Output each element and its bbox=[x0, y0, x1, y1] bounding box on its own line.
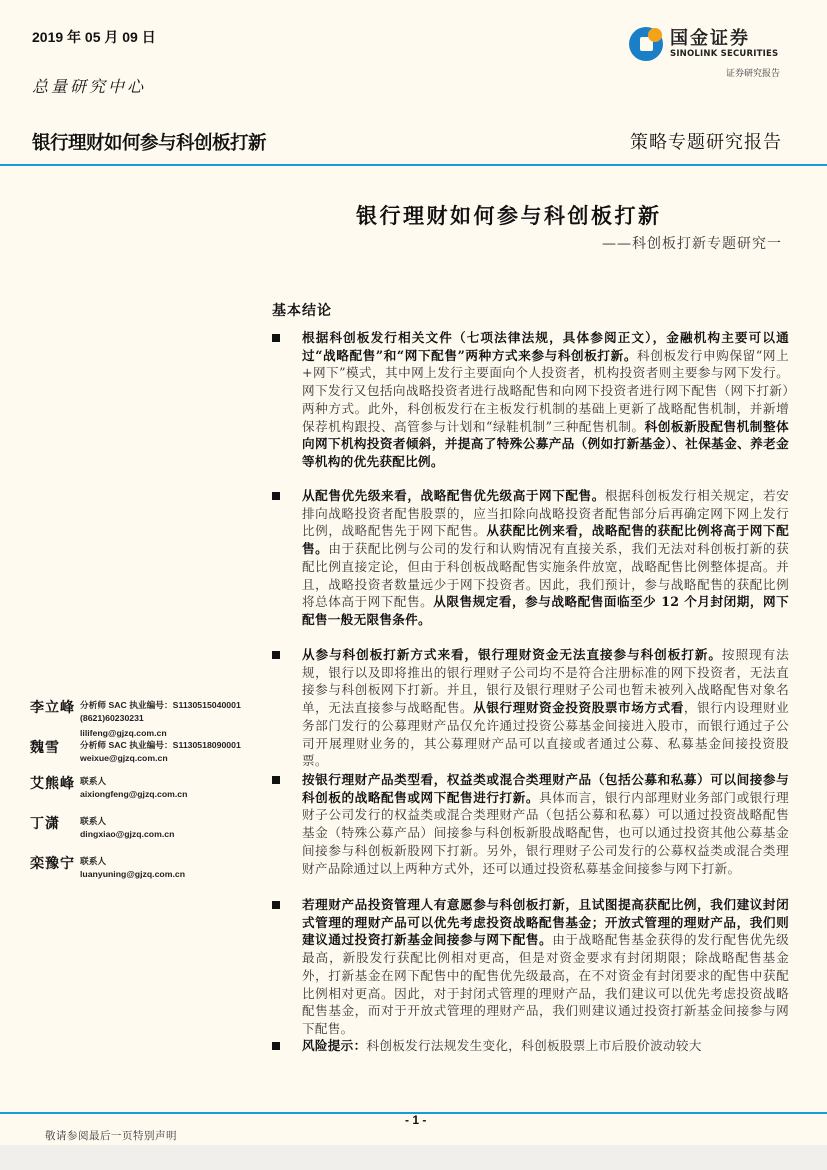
sinolink-logo-icon bbox=[628, 26, 664, 62]
body-text: 由于战略配售基金获得的发行配售优先级最高，新股发行获配比例相对更高，但是对资金要求有封闭期限；除战略配售基金外，打新基金在网下配售中的配售优先级最高，在不对资金有封闭要求的配售中获配比例相对更高。因此，对于封闭式管理的理财产品，我们建议可以优先考虑投资战略配售基金，而对于开放式管理的理财产品，我们则建议通过投资打新基金间接参与网下配售。 bbox=[302, 932, 789, 1036]
analyst-info-line: 联系人 bbox=[80, 816, 107, 826]
analyst-email[interactable]: luanyuning@gjzq.com.cn bbox=[80, 869, 186, 879]
bullet-square-icon bbox=[272, 776, 280, 784]
analyst-info-line: 分析师 SAC 执业编号：S1130515040001 bbox=[80, 700, 241, 710]
analyst-name: 艾熊峰 bbox=[30, 776, 75, 792]
body-text: ，银行内设理财业务部门发行的公募理财产品仅允许通过投资公募基金间接进入股市，而银行通过子公司开展理财业务的，其公募理财产品可以直接或者通过公募、私募基金间接投资股票。 bbox=[302, 700, 789, 769]
analyst-email[interactable]: weixue@gjzq.com.cn bbox=[80, 753, 168, 763]
conclusion-item bbox=[272, 487, 792, 629]
conclusion-item bbox=[272, 646, 792, 770]
bold-key-point: 按银行理财产品类型看，权益类或混合类理财产品（包括公募和私募）可以间接参与科创板的战略配售或网下配售进行打新。 bbox=[302, 772, 789, 805]
section-heading: 基本结论 bbox=[272, 303, 332, 319]
analyst-info-line: (8621)60230231 bbox=[80, 713, 144, 723]
body-text: 科创板发行申购保留“网上+网下”模式，其中网上发行主要面向个人投资者，机构投资者则主要参与网下发行。网下发行又包括向战略投资者进行战略配售和向网下投资者进行网下配售（网下打新）两种方式。此外，科创板发行在主板发行机制的基础上更新了战略配售机制，并新增保荐机构跟投、高管参与计划和“绿鞋机制”三种配售机制。 bbox=[302, 347, 789, 434]
bold-key-point: 根据科创板发行相关文件（七项法律法规，具体参阅正文），金融机构主要可以通过“战略配售”和“网下配售”两种方式来参与科创板打新。 bbox=[302, 330, 789, 363]
company-logo bbox=[628, 24, 786, 64]
conclusion-item bbox=[272, 329, 792, 471]
analyst-name: 栾豫宁 bbox=[30, 856, 75, 872]
analyst-email[interactable]: dingxiao@gjzq.com.cn bbox=[80, 829, 175, 839]
bullet-square-icon bbox=[272, 901, 280, 909]
body-text: 按照现有法规，银行以及即将推出的银行理财子公司均不是符合注册标准的网下投资者，无法直接参与科创板网下打新。并且，银行及银行理财子公司也暂未被列入战略配售对象名单，无法直接参与战略配售。 bbox=[302, 647, 789, 716]
bold-key-point: 从配售优先级来看，战略配售优先级高于网下配售。 bbox=[302, 488, 605, 503]
body-text: 根据科创板发行相关规定，若安排向战略投资者配售股票的，应当扣除向战略投资者配售部分后再确定网下网上发行比例，战略配售先于网下配售。 bbox=[302, 488, 790, 539]
conclusion-text bbox=[302, 487, 789, 629]
bold-key-point: 科创板新股配售机制整体向网下机构投资者倾斜，并提高了特殊公募产品（例如打新基金）、社保基金、养老金等机构的优先获配比例。 bbox=[302, 418, 789, 469]
bullet-square-icon bbox=[272, 492, 280, 500]
conclusion-text bbox=[302, 646, 789, 770]
conclusion-item bbox=[272, 771, 792, 877]
conclusion-text bbox=[302, 329, 789, 471]
body-text: 科创板发行法规发生变化，科创板股票上市后股价波动较大 bbox=[366, 1038, 702, 1053]
logo-subtitle: 证券研究报告 bbox=[726, 69, 781, 79]
bold-key-point: 从限售规定看，参与战略配售面临至少 12 个月封闭期，网下配售一般无限售条件。 bbox=[302, 594, 790, 627]
conclusion-item bbox=[272, 896, 792, 1038]
body-text: 具体而言，银行内部理财业务部门或银行理财子公司发行的权益类或混合类理财产品（包括公募和私募）可以通过投资战略配售基金（特殊公募产品）间接参与科创板新股战略配售，也可以通过投资其他公募基金间接参与科创板新股网下打新。另外，银行理财子公司发行的公募权益类或混合类理财产品除通过以上两种方式外，还可以通过投资私募基金间接参与网下打新。 bbox=[302, 789, 790, 876]
report-date: 2019 年 05 月 09 日 bbox=[32, 29, 156, 45]
logo-en-text: SINOLINK SECURITIES bbox=[670, 48, 779, 59]
bold-key-point: 从参与科创板打新方式来看，银行理财资金无法直接参与科创板打新。 bbox=[302, 647, 722, 662]
bold-key-point: 从银行理财资金投资股票市场方式看 bbox=[473, 700, 684, 716]
header-divider bbox=[0, 164, 827, 166]
analyst-name: 丁潇 bbox=[30, 816, 60, 832]
body-text: 由于获配比例与公司的发行和认购情况有直接关系，我们无法对科创板打新的获配比例直接定论，但由于科创板战略配售实施条件放宽，战略配售比例整体提高。并且，战略投资者数量远少于网下投资者。因此，我们预计，参与战略配售的获配比例将总体高于网下配售。 bbox=[302, 541, 789, 610]
conclusion-text bbox=[302, 771, 789, 877]
document-subtitle: ——科创板打新专题研究一 bbox=[602, 236, 782, 252]
report-type: 策略专题研究报告 bbox=[630, 132, 782, 153]
analyst-email[interactable]: lilifeng@gjzq.com.cn bbox=[80, 728, 167, 738]
header-short-title: 银行理财如何参与科创板打新 bbox=[32, 133, 267, 154]
bullet-square-icon bbox=[272, 334, 280, 342]
analyst-name: 魏雪 bbox=[30, 740, 60, 756]
document-title: 银行理财如何参与科创板打新 bbox=[356, 203, 662, 228]
analyst-info-line: 分析师 SAC 执业编号：S1130518090001 bbox=[80, 740, 241, 750]
page-number: - 1 - bbox=[405, 1113, 427, 1127]
conclusion-text bbox=[302, 1037, 789, 1055]
bullet-square-icon bbox=[272, 1042, 280, 1050]
bold-key-point: 若理财产品投资管理人有意愿参与科创板打新，且试图提高获配比例，我们建议封闭式管理的理财产品可以优先考虑投资战略配售基金；开放式管理的理财产品，我们则建议通过投资打新基金间接参与网下配售。 bbox=[302, 897, 789, 948]
analyst-email[interactable]: aixiongfeng@gjzq.com.cn bbox=[80, 789, 188, 799]
analyst-info-line: 联系人 bbox=[80, 856, 107, 866]
conclusion-text bbox=[302, 896, 789, 1038]
bold-key-point: 从获配比例来看，战略配售的获配比例将高于网下配售。 bbox=[302, 523, 789, 557]
analyst-name: 李立峰 bbox=[30, 700, 75, 716]
bold-key-point: 风险提示： bbox=[302, 1038, 367, 1053]
bullet-square-icon bbox=[272, 651, 280, 659]
logo-cn-text: 国金证券 bbox=[670, 27, 750, 49]
analyst-info-line: 联系人 bbox=[80, 776, 107, 786]
disclaimer-note: 敬请参阅最后一页特别声明 bbox=[45, 1130, 177, 1142]
department-name: 总量研究中心 bbox=[32, 77, 147, 96]
conclusion-item bbox=[272, 1037, 792, 1055]
